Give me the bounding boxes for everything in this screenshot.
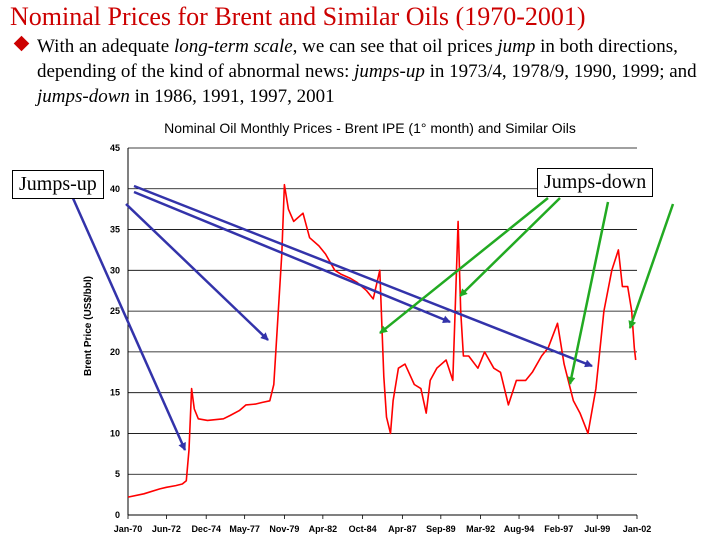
y-tick-label: 20 — [109, 346, 120, 357]
x-tick-label: Jun-72 — [151, 524, 181, 534]
x-tick-label: Sep-89 — [426, 524, 456, 534]
arrow-jump-down-2001 — [630, 204, 673, 328]
x-tick-label: Aug-94 — [503, 524, 535, 534]
y-tick-label: 25 — [109, 306, 120, 317]
x-tick-label: Nov-79 — [269, 524, 300, 534]
x-tick-label: Dec-74 — [191, 524, 221, 534]
bullet-text-part: in 1973/4, 1978/9, 1990, 1999; and — [424, 61, 697, 82]
arrow-jump-up-1979 — [126, 204, 268, 340]
y-axis-label: Brent Price (US$/bbl) — [83, 275, 94, 377]
chart-title: Nominal Oil Monthly Prices - Brent IPE (1° month) and Similar Oils — [164, 120, 576, 136]
slide-title: Nominal Prices for Brent and Similar Oils (1970-2001) — [10, 2, 586, 31]
bullet-text-emphasis: jump — [497, 36, 536, 57]
x-tick-label: May-77 — [229, 524, 260, 534]
bullet-text-part: With an adequate — [37, 36, 174, 57]
x-tick-label: Jan-70 — [113, 524, 143, 534]
y-tick-label: 5 — [114, 469, 120, 480]
arrow-jump-down-1991 — [460, 198, 560, 296]
bullet-text-part: , we can see that oil prices — [292, 36, 498, 57]
y-tick-label: 45 — [109, 143, 120, 153]
x-tick-label: Jul-99 — [584, 524, 611, 534]
arrow-jump-down-1986 — [380, 198, 548, 333]
x-tick-label: Oct-84 — [348, 524, 377, 534]
bullet-text-emphasis: jumps-down — [37, 86, 130, 107]
y-axis-ticks — [110, 143, 120, 520]
y-tick-label: 40 — [109, 183, 120, 194]
y-tick-label: 35 — [109, 224, 120, 235]
bullet-text-part: in both directions, depending of the kind of abnormal news: — [37, 36, 678, 82]
x-tick-label: Apr-87 — [388, 524, 417, 534]
y-tick-label: 0 — [114, 510, 120, 520]
x-axis-ticks — [114, 515, 652, 534]
bullet-text-emphasis: long-term scale — [173, 36, 293, 57]
jumps-up-callout: Jumps-up — [12, 170, 104, 199]
bullet-text-part: in 1986, 1991, 1997, 2001 — [129, 86, 335, 107]
y-tick-label: 30 — [109, 265, 120, 276]
bullet-text-emphasis: jumps-up — [354, 61, 425, 82]
x-tick-label: Jan-02 — [622, 524, 652, 534]
brent-price-line — [128, 185, 636, 497]
jumps-down-callout: Jumps-down — [537, 168, 653, 197]
y-tick-label: 15 — [109, 387, 120, 398]
x-tick-label: Apr-82 — [308, 524, 338, 534]
y-tick-label: 10 — [109, 428, 120, 439]
x-tick-label: Mar-92 — [466, 524, 496, 534]
x-tick-label: Feb-97 — [544, 524, 574, 534]
